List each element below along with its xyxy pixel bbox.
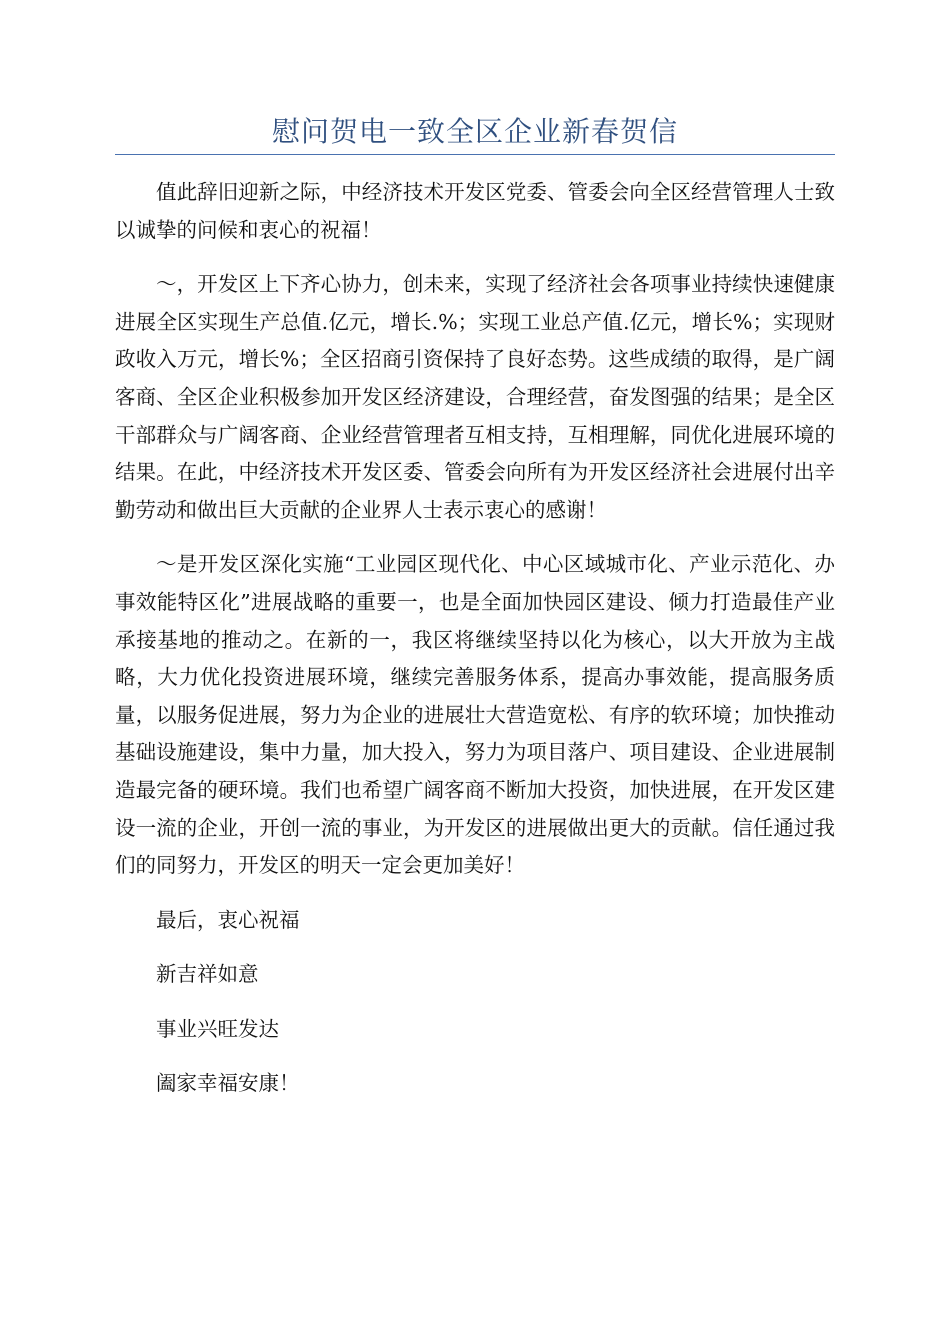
paragraph-greeting: 值此辞旧迎新之际，中经济技术开发区党委、管委会向全区经营管理人士致以诚挚的问候和衷心的祝福！ xyxy=(115,180,835,242)
closing-line: 新吉祥如意 xyxy=(156,962,259,987)
paragraph-achievements: ～，开发区上下齐心协力，创未来，实现了经济社会各项事业持续快速健康进展全区实现生产总值.亿元，增长.%；实现工业总产值.亿元，增长%；实现财政收入万元，增长%；全区招商引资保持了良好态势。这些成绩的取得，是广阔客商、全区企业积极参加开发区经济建设，合理经营，奋发图强的结果；是全区干部群众与广阔客商、企业经营管理者互相支持，互相理解，同优化进展环境的结果。在此，中经济技术开发区委、管委会向所有为开发区经济社会进展付出辛勤劳动和做出巨大贡献的企业界人士表示衷心的感谢！ xyxy=(115,272,835,522)
closing-line: 事业兴旺发达 xyxy=(156,1016,279,1041)
document-body xyxy=(115,174,835,1120)
paragraph-outlook: ～是开发区深化实施“工业园区现代化、中心区域城市化、产业示范化、办事效能特区化”进展战略的重要一，也是全面加快园区建设、倾力打造最佳产业承接基地的推动之。在新的一，我区将继续坚持以化为核心，以大开放为主战略，大力优化投资进展环境，继续完善服务体系，提高办事效能，提高服务质量，以服务促进展，努力为企业的进展壮大营造宽松、有序的软环境；加快推动基础设施建设，集中力量，加大投入，努力为项目落户、项目建设、企业进展制造最完备的硬环境。我们也希望广阔客商不断加大投资，加快进展，在开发区建设一流的企业，开创一流的事业，为开发区的进展做出更大的贡献。信任通过我们的同努力，开发区的明天一定会更加美好！ xyxy=(115,552,835,878)
closing-line: 最后，衷心祝福 xyxy=(156,907,300,932)
document-title: 慰问贺电一致全区企业新春贺信 xyxy=(271,115,678,148)
title-underline xyxy=(115,154,835,155)
closing-line: 阖家幸福安康！ xyxy=(156,1071,300,1096)
